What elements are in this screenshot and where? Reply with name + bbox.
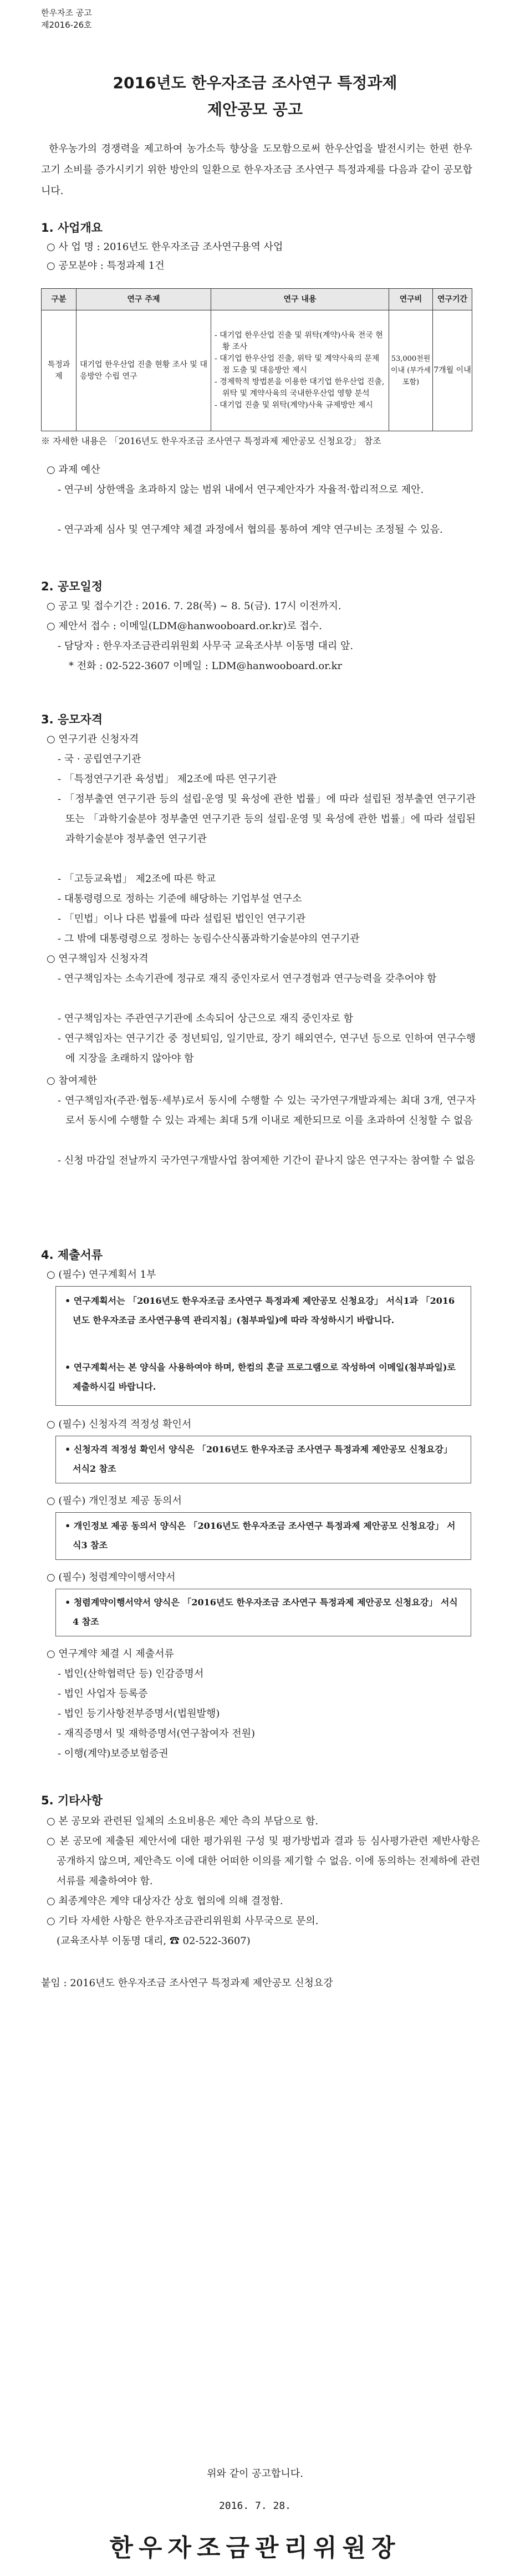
req-2-box <box>55 1436 471 1483</box>
research-table <box>41 288 472 431</box>
table-row <box>42 310 472 431</box>
table-note: ※ 자세한 내용은 「2016년도 한우자조금 조사연구 특정과제 제안공모 신청요강」 참조 <box>41 436 381 446</box>
req-1-box <box>55 1286 471 1406</box>
req-2: ○ (필수) 신청자격 적정성 확인서 <box>47 1419 192 1430</box>
th-cost: 연구비 <box>389 289 433 310</box>
req-1-note-b: • 연구계획서는 본 양식을 사용하여야 하며, 한컴의 흔글 프로그램으로 작성하여 이메일(첨부파일)로 제출하시길 바랍니다. <box>65 1362 456 1392</box>
cell-cost: 53,000천원이내 (부가세포함) <box>389 310 433 431</box>
content-item: - 대기업 한우산업 진출, 위탁 및 계약사육의 문제점 도출 및 대응방안 제시 <box>215 354 380 375</box>
inst-item: - 「민법」이나 다른 법률에 따라 설립된 법인인 연구기관 <box>58 913 306 925</box>
req-1: ○ (필수) 연구계획서 1부 <box>47 1269 156 1281</box>
project-name: ○ 사 업 명 : 2016년도 한우자조금 조사연구용역 사업 <box>47 241 283 253</box>
cell-period: 7개월 이내 <box>433 310 472 431</box>
req-3-box <box>55 1512 471 1560</box>
budget-title: ○ 과제 예산 <box>47 464 100 476</box>
attachment-line: 붙임 : 2016년도 한우자조금 조사연구 특정과제 제안공모 신청요강 <box>41 1977 333 1989</box>
header-org: 한우자조 공고 <box>41 8 92 18</box>
section2-heading: 2. 공모일정 <box>41 580 103 593</box>
header-number: 제2016-26호 <box>41 20 92 30</box>
title-line2: 제안공모 공고 <box>207 100 303 119</box>
schedule-submit: ○ 제안서 접수 : 이메일(LDM@hanwooboard.or.kr)로 접수. <box>47 620 322 632</box>
misc-item: ○ 본 공모와 관련된 일체의 소요비용은 제안 측의 부담으로 함. <box>47 1815 319 1827</box>
doc-item: - 재직증명서 및 재학증명서(연구참여자 전원) <box>58 1728 255 1740</box>
doc-item: - 법인 사업자 등록증 <box>58 1688 148 1700</box>
schedule-contact: * 전화 : 02-522-3607 이메일 : LDM@hanwooboard.or.kr <box>69 660 343 672</box>
notice-date: 2016. 7. 28. <box>218 2500 292 2512</box>
doc-item: - 법인(산학협력단 등) 인감증명서 <box>58 1668 204 1680</box>
schedule-manager: - 담당자 : 한우자조금관리위원회 사무국 교육조사부 이동명 대리 앞. <box>58 640 354 652</box>
req-4-box <box>55 1589 471 1636</box>
intro-paragraph: 한우농가의 경쟁력을 제고하여 농가소득 향상을 도모함으로써 한우산업을 발전시키는 한편 한우고기 소비를 증가시키기 위한 방안의 일환으로 한우자조금 조사연구 특정과제를 다음과 같이 공모합니다. <box>41 143 472 197</box>
inst-item: - 「고등교육법」 제2조에 따른 학교 <box>58 873 216 885</box>
req-3-note: • 개인정보 제공 동의서 양식은 「2016년도 한우자조금 조사연구 특정과제 제안공모 신청요강」 서식3 참조 <box>65 1521 456 1550</box>
misc-item: ○ 기타 자세한 사항은 한우자조금관리위원회 사무국으로 문의. <box>47 1915 319 1927</box>
lim-title: ○ 참여제한 <box>47 1075 97 1086</box>
budget-item-2: - 연구과제 심사 및 연구계약 체결 과정에서 협의를 통하여 계약 연구비는 조정될 수 있음. <box>58 524 443 535</box>
inst-item: - 그 밖에 대통령령으로 정하는 농림수산식품과학기술분야의 연구기관 <box>58 933 360 945</box>
inst-item: - 「특정연구기관 육성법」 제2조에 따른 연구기관 <box>58 773 277 785</box>
content-item: - 대기업 한우산업 진출 및 위탁(계약)사육 전국 현황 조사 <box>215 331 383 351</box>
cell-content <box>211 310 389 431</box>
th-topic: 연구 주제 <box>76 289 211 310</box>
lim-item: - 연구책임자(주관·협동·세부)로서 동시에 수행할 수 있는 국가연구개발과제는 최대 3개, 연구자로서 동시에 수행할 수 있는 과제는 최대 5개 이내로 제한되므로 이를 초과하여 신청할 수 없음 <box>58 1095 476 1126</box>
misc-item: ○ 최종계약은 계약 대상자간 상호 협의에 의해 결정함. <box>47 1895 283 1907</box>
res-item: - 연구책임자는 주관연구기관에 소속되어 상근으로 재직 중인자로 함 <box>58 1013 353 1024</box>
inst-item: - 대통령령으로 정하는 기준에 해당하는 기업부설 연구소 <box>58 893 302 905</box>
th-period: 연구기간 <box>433 289 472 310</box>
cell-type: 특정과제 <box>42 310 76 431</box>
res-item: - 연구책임자는 소속기관에 정규로 재직 중인자로서 연구경험과 연구능력을 갖추어야 함 <box>58 973 437 985</box>
section1-heading: 1. 사업개요 <box>41 221 103 234</box>
lim-item: - 신청 마감일 전날까지 국가연구개발사업 참여제한 기간이 끝나지 않은 연구자는 참여할 수 없음 <box>58 1155 475 1166</box>
title-line1: 2016년도 한우자조금 조사연구 특정과제 <box>113 74 397 92</box>
closing-text: 위와 같이 공고합니다. <box>207 2468 303 2480</box>
doc-item: - 이행(계약)보증보험증권 <box>58 1748 169 1759</box>
section4-heading: 4. 제출서류 <box>41 1248 103 1262</box>
inst-item: - 국 · 공립연구기관 <box>58 753 141 765</box>
req-4-note: • 청렴계약이행서약서 양식은 「2016년도 한우자조금 조사연구 특정과제 제안공모 신청요강」 서식4 참조 <box>65 1597 458 1627</box>
req-5: ○ 연구계약 체결 시 제출서류 <box>47 1648 174 1660</box>
inst-title: ○ 연구기관 신청자격 <box>47 733 139 745</box>
req-1-note-a: • 연구계획서는 「2016년도 한우자조금 조사연구 특정과제 제안공모 신청요강」 서식1과 「2016년도 한우자조금 조사연구용역 관리지침」(첨부파일)에 따라 작성하시기 바랍니다. <box>65 1295 455 1325</box>
misc-item: ○ 본 공모에 제출된 제안서에 대한 평가위원 구성 및 평가방법과 결과 등 심사평가관련 제반사항은 공개하지 않으며, 제안측도 이에 대한 어떠한 이의를 제기할 수 없음. 이에 동의하는 전제하에 관련서류를 제출하여야 함. <box>47 1835 480 1887</box>
req-4: ○ (필수) 청렴계약이행서약서 <box>47 1572 176 1583</box>
th-type: 구분 <box>42 289 76 310</box>
misc-contact: (교육조사부 이동명 대리, ☎ 02-522-3607) <box>57 1935 251 1947</box>
res-item: - 연구책임자는 연구기간 중 정년퇴임, 일기만료, 장기 해외연수, 연구년 등으로 인하여 연구수행에 지장을 초래하지 않아야 함 <box>58 1033 476 1064</box>
req-2-note: • 신청자격 적정성 확인서 양식은 「2016년도 한우자조금 조사연구 특정과제 제안공모 신청요강」 서식2 참조 <box>65 1444 452 1474</box>
project-field: ○ 공모분야 : 특정과제 1건 <box>47 260 165 272</box>
section5-heading: 5. 기타사항 <box>41 1794 103 1807</box>
inst-item: - 「정부출연 연구기관 등의 설립·운영 및 육성에 관한 법률」에 따라 설립된 정부출연 연구기관 또는 「과학기술분야 정부출연 연구기관 등의 설립·운영 및 육성에 관한 법률」에 따라 설립된 과학기술분야 정부출연 연구기관 <box>58 793 476 845</box>
res-title: ○ 연구책임자 신청자격 <box>47 953 149 965</box>
table-header-row <box>42 289 472 310</box>
th-content: 연구 내용 <box>211 289 389 310</box>
content-item: - 대기업 진출 및 위탁(계약)사육 규제방안 제시 <box>215 401 373 410</box>
schedule-period: ○ 공고 및 접수기간 : 2016. 7. 28(목) ~ 8. 5(금). 17시 이전까지. <box>47 600 341 612</box>
signature: 한우자조금관리위원장 <box>109 2534 401 2562</box>
budget-item-1: - 연구비 상한액을 초과하지 않는 범위 내에서 연구제안자가 자율적·합리적으로 제안. <box>58 484 424 496</box>
content-item: - 경제학적 방법론을 이용한 대기업 한우산업 진출, 위탁 및 계약사육의 국내한우산업 영향 분석 <box>215 378 385 398</box>
doc-item: - 법인 등기사항전부증명서(법원발행) <box>58 1708 220 1720</box>
section3-heading: 3. 응모자격 <box>41 713 103 726</box>
cell-topic: 대기업 한우산업 진출 현황 조사 및 대응방안 수립 연구 <box>76 310 211 431</box>
req-3: ○ (필수) 개인정보 제공 동의서 <box>47 1495 182 1507</box>
